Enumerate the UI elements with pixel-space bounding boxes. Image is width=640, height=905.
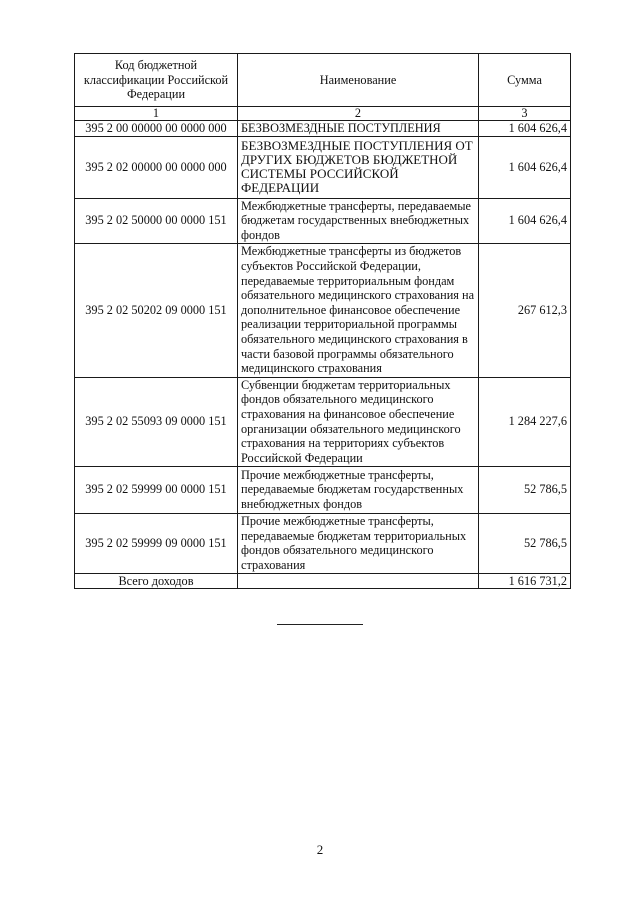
row-sum: 1 284 227,6 xyxy=(479,377,571,466)
column-number: 1 xyxy=(75,107,238,121)
header-code: Код бюджетной классификации Российской Федерации xyxy=(75,54,238,107)
total-row xyxy=(75,573,571,589)
column-number-row xyxy=(75,107,571,121)
row-sum: 1 604 626,4 xyxy=(479,136,571,198)
row-name: БЕЗВОЗМЕЗДНЫЕ ПОСТУПЛЕНИЯ ОТ ДРУГИХ БЮДЖЕТОВ БЮДЖЕТНОЙ СИСТЕМЫ РОССИЙСКОЙ ФЕДЕРАЦИИ xyxy=(238,136,479,198)
column-number: 3 xyxy=(479,107,571,121)
table-row xyxy=(75,243,571,377)
row-name: Прочие межбюджетные трансферты, передаваемые бюджетам территориальных фондов обязательного медицинского страхования xyxy=(238,513,479,573)
row-sum: 1 604 626,4 xyxy=(479,121,571,137)
row-sum: 1 604 626,4 xyxy=(479,198,571,243)
row-sum: 52 786,5 xyxy=(479,466,571,513)
row-name: Субвенции бюджетам территориальных фондов обязательного медицинского страхования на финансовое обеспечение организации обязательного медицинского страхования на территориях субъектов Российской Федерации xyxy=(238,377,479,466)
row-sum: 52 786,5 xyxy=(479,513,571,573)
column-number: 2 xyxy=(238,107,479,121)
table-row xyxy=(75,466,571,513)
row-code: 395 2 02 50202 09 0000 151 xyxy=(75,243,238,377)
row-name: БЕЗВОЗМЕЗДНЫЕ ПОСТУПЛЕНИЯ xyxy=(238,121,479,137)
total-sum: 1 616 731,2 xyxy=(479,573,571,589)
section-divider xyxy=(277,624,363,625)
row-code: 395 2 02 59999 00 0000 151 xyxy=(75,466,238,513)
total-label: Всего доходов xyxy=(75,573,238,589)
table-row xyxy=(75,513,571,573)
table-header-row xyxy=(75,54,571,107)
row-code: 395 2 02 59999 09 0000 151 xyxy=(75,513,238,573)
table-row xyxy=(75,198,571,243)
row-name: Прочие межбюджетные трансферты, передаваемые бюджетам государственных внебюджетных фондов xyxy=(238,466,479,513)
table-row xyxy=(75,377,571,466)
row-code: 395 2 02 55093 09 0000 151 xyxy=(75,377,238,466)
row-name: Межбюджетные трансферты, передаваемые бюджетам государственных внебюджетных фондов xyxy=(238,198,479,243)
row-code: 395 2 00 00000 00 0000 000 xyxy=(75,121,238,137)
table-row xyxy=(75,136,571,198)
row-sum: 267 612,3 xyxy=(479,243,571,377)
revenue-table xyxy=(74,53,571,589)
row-code: 395 2 02 00000 00 0000 000 xyxy=(75,136,238,198)
table-row xyxy=(75,121,571,137)
header-sum: Сумма xyxy=(479,54,571,107)
page-number: 2 xyxy=(316,842,324,857)
header-name: Наименование xyxy=(238,54,479,107)
row-code: 395 2 02 50000 00 0000 151 xyxy=(75,198,238,243)
row-name: Межбюджетные трансферты из бюджетов субъектов Российской Федерации, передаваемые территориальным фондам обязательного медицинского страхования на дополнительное финансовое обеспечение реализации территориальной программы обязательного медицинского страхования в части базовой программы обязательного медицинского страхования xyxy=(238,243,479,377)
total-empty-cell xyxy=(238,573,479,589)
